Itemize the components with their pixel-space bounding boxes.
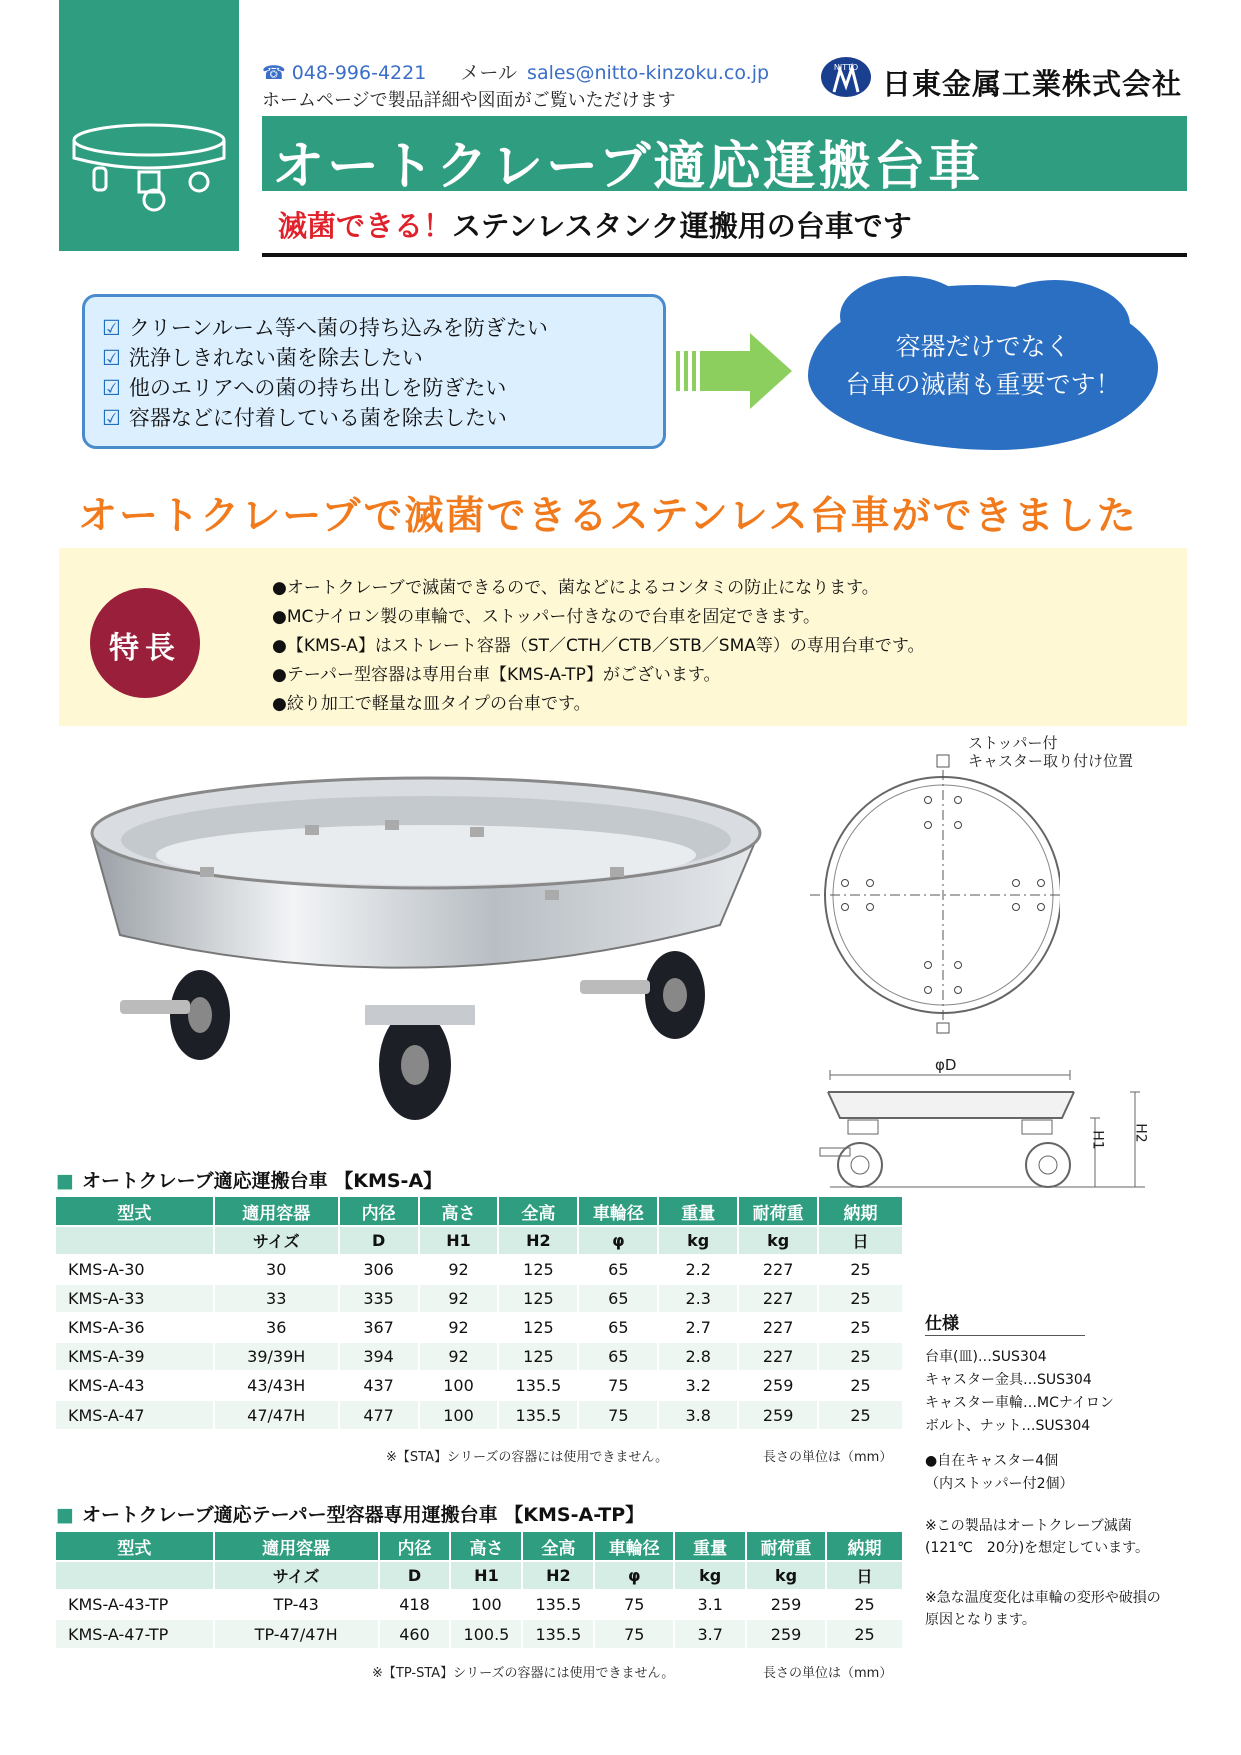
caster-note-detail: （内ストッパー付2個） [925, 1476, 1074, 1492]
autoclave-note: ※この製品はオートクレーブ滅菌(121℃ 20分)を想定しています。 [925, 1518, 1150, 1556]
page-title: オートクレーブ適応運搬台車 [272, 137, 984, 197]
table-cell: 75 [594, 1590, 674, 1619]
table-subheader-cell: kg [738, 1226, 818, 1255]
checkbox-icon: ☑ [102, 406, 121, 430]
table-cell: 25 [818, 1342, 903, 1371]
table-cell: 259 [746, 1590, 826, 1619]
spec-line: キャスター金具…SUS304 [925, 1372, 1092, 1388]
table-row [56, 1313, 903, 1342]
table-subheader-row [56, 1226, 903, 1255]
table-row [56, 1400, 903, 1429]
subtitle-rest: ステンレスタンク運搬用の台車です [452, 209, 912, 243]
table-header-cell: 内径 [339, 1197, 419, 1226]
table-cell: 227 [738, 1284, 818, 1313]
table-cell: 3.1 [674, 1590, 746, 1619]
table-cell: 65 [578, 1342, 658, 1371]
side-view-diagram [800, 1070, 1160, 1209]
table-header-cell: 適用容器 [214, 1532, 379, 1561]
table-row [56, 1619, 903, 1648]
checkbox-icon: ☑ [102, 316, 121, 340]
subtitle [278, 204, 912, 245]
table-cell: 25 [826, 1590, 903, 1619]
table-header-cell: 適用容器 [214, 1197, 339, 1226]
checklist-item: ☑ 洗浄しきれない菌を除去したい [102, 346, 423, 370]
dimension-h1: H1 [1089, 1130, 1106, 1150]
table-subheader-cell: H2 [498, 1226, 578, 1255]
table-cell: 30 [214, 1255, 339, 1284]
table-kms-a [56, 1197, 904, 1429]
email-link[interactable]: sales@nitto-kinzoku.co.jp [527, 62, 770, 84]
spec-rule [925, 1335, 1085, 1336]
table-cell: 125 [498, 1284, 578, 1313]
table-cell: 2.7 [658, 1313, 738, 1342]
checklist-item: ☑ クリーンルーム等へ菌の持ち込みを防ぎたい [102, 316, 548, 340]
table-header-cell: 車輪径 [594, 1532, 674, 1561]
table-cell: 47/47H [214, 1400, 339, 1429]
table-cell: 92 [419, 1255, 499, 1284]
table-header-row [56, 1197, 903, 1226]
spec-line: ボルト、ナット…SUS304 [925, 1418, 1091, 1434]
model-cell: KMS-A-47-TP [56, 1619, 214, 1648]
model-cell: KMS-A-33 [56, 1284, 214, 1313]
table-subheader-cell: φ [578, 1226, 658, 1255]
table-row [56, 1284, 903, 1313]
table-header-cell: 車輪径 [578, 1197, 658, 1226]
table-subheader-cell: H1 [450, 1561, 522, 1590]
feature-item: ●【KMS-A】はストレート容器（ST／CTH／CTB／STB／SMA等）の専用台車です。 [272, 636, 925, 656]
homepage-note: ホームページで製品詳細や図面がご覧いただけます [262, 90, 676, 111]
table-kms-a-tp [56, 1532, 904, 1648]
table-a-note: ※【STA】シリーズの容器には使用できません。 [386, 1450, 669, 1465]
table-cell: 460 [379, 1619, 451, 1648]
table-header-cell: 型式 [56, 1532, 214, 1561]
table-cell: 25 [818, 1284, 903, 1313]
table-subheader-cell: kg [658, 1226, 738, 1255]
square-bullet-icon: ■ [56, 1170, 74, 1192]
table-row [56, 1590, 903, 1619]
table-cell: 92 [419, 1313, 499, 1342]
feature-item: ●MCナイロン製の車輪で、ストッパー付きなので台車を固定できます。 [272, 607, 820, 627]
model-cell: KMS-A-30 [56, 1255, 214, 1284]
header-green-block [59, 0, 239, 251]
arrow-right-icon [676, 333, 794, 413]
model-cell: KMS-A-43-TP [56, 1590, 214, 1619]
table-subheader-row [56, 1561, 903, 1590]
table-cell: 125 [498, 1255, 578, 1284]
table-header-cell: 重量 [674, 1532, 746, 1561]
phone-number[interactable]: 048-996-4221 [291, 62, 427, 84]
table-cell: 418 [379, 1590, 451, 1619]
table-cell: 39/39H [214, 1342, 339, 1371]
table-cell: 125 [498, 1313, 578, 1342]
table-cell: 36 [214, 1313, 339, 1342]
table-header-cell: 高さ [419, 1197, 499, 1226]
table-cell: 135.5 [522, 1590, 594, 1619]
table-cell: TP-47/47H [214, 1619, 379, 1648]
table-subheader-cell [56, 1561, 214, 1590]
table-cell: 75 [578, 1371, 658, 1400]
table-subheader-cell: サイズ [214, 1226, 339, 1255]
table-cell: 33 [214, 1284, 339, 1313]
table-tp-title: ■ オートクレーブ適応テーパー型容器専用運搬台車 【KMS-A-TP】 [56, 1504, 645, 1526]
table-cell: 25 [826, 1619, 903, 1648]
table-cell: 135.5 [522, 1619, 594, 1648]
table-subheader-cell: φ [594, 1561, 674, 1590]
table-subheader-cell: H1 [419, 1226, 499, 1255]
spec-line: キャスター車輪…MCナイロン [925, 1395, 1114, 1411]
table-header-cell: 納期 [818, 1197, 903, 1226]
checkbox-icon: ☑ [102, 346, 121, 370]
table-cell: 100.5 [450, 1619, 522, 1648]
table-cell: 92 [419, 1284, 499, 1313]
table-header-cell: 耐荷重 [738, 1197, 818, 1226]
table-cell: 477 [339, 1400, 419, 1429]
table-cell: 75 [578, 1400, 658, 1429]
table-header-cell: 重量 [658, 1197, 738, 1226]
orange-headline: オートクレーブで滅菌できるステンレス台車ができました [78, 494, 1138, 539]
spec-heading: 仕様 [925, 1314, 959, 1334]
table-cell: 367 [339, 1313, 419, 1342]
table-row [56, 1255, 903, 1284]
dimension-phi-d: φD [935, 1056, 957, 1074]
table-header-cell: 全高 [498, 1197, 578, 1226]
table-cell: 100 [450, 1590, 522, 1619]
subtitle-highlight: 滅菌できる！ [278, 209, 453, 243]
table-header-cell: 高さ [450, 1532, 522, 1561]
table-cell: 100 [419, 1371, 499, 1400]
table-header-cell: 型式 [56, 1197, 214, 1226]
table-cell: 125 [498, 1342, 578, 1371]
feature-item: ●テーパー型容器は専用台車【KMS-A-TP】がございます。 [272, 665, 721, 685]
table-cell: 65 [578, 1313, 658, 1342]
model-cell: KMS-A-47 [56, 1400, 214, 1429]
table-cell: 92 [419, 1342, 499, 1371]
table-cell: 75 [594, 1619, 674, 1648]
table-subheader-cell: 日 [818, 1226, 903, 1255]
product-photo [80, 775, 780, 1139]
table-subheader-cell: H2 [522, 1561, 594, 1590]
table-subheader-cell: kg [746, 1561, 826, 1590]
table-cell: 25 [818, 1371, 903, 1400]
checkbox-icon: ☑ [102, 376, 121, 400]
phone-icon: ☎ [262, 62, 286, 84]
stopper-caster-label: ストッパー付 キャスター取り付け位置 [968, 734, 1134, 770]
checklist-item: ☑ 容器などに付着している菌を除去したい [102, 406, 507, 430]
table-header-cell: 耐荷重 [746, 1532, 826, 1561]
table-cell: 100 [419, 1400, 499, 1429]
logo-text: NITTO [833, 63, 859, 72]
table-cell: 65 [578, 1284, 658, 1313]
table-header-cell: 全高 [522, 1532, 594, 1561]
spec-line: 台車(皿)…SUS304 [925, 1349, 1047, 1365]
table-cell: 3.2 [658, 1371, 738, 1400]
table-cell: 3.7 [674, 1619, 746, 1648]
table-cell: 335 [339, 1284, 419, 1313]
table-body [56, 1255, 903, 1429]
dimension-h2: H2 [1132, 1123, 1149, 1143]
mail-label: メール [460, 62, 517, 84]
company-name: 日東金属工業株式会社 [882, 67, 1183, 101]
feature-item: ●オートクレーブで滅菌できるので、菌などによるコンタミの防止になります。 [272, 578, 879, 598]
table-cell: 227 [738, 1255, 818, 1284]
damage-note: ※急な温度変化は車輪の変形や破損の原因となります。 [925, 1590, 1161, 1628]
table-subheader-cell: 日 [826, 1561, 903, 1590]
features-badge-label: 特長 [109, 631, 181, 666]
table-cell: 2.8 [658, 1342, 738, 1371]
table-cell: 25 [818, 1255, 903, 1284]
square-bullet-icon: ■ [56, 1504, 74, 1526]
model-cell: KMS-A-39 [56, 1342, 214, 1371]
feature-item: ●絞り加工で軽量な皿タイプの台車です。 [272, 694, 591, 714]
table-row [56, 1371, 903, 1400]
table-subheader-cell [56, 1226, 214, 1255]
caster-note: ●自在キャスター4個 [925, 1453, 1059, 1469]
table-cell: 25 [818, 1313, 903, 1342]
cart-outline-icon [59, 0, 239, 251]
table-cell: 135.5 [498, 1371, 578, 1400]
contact-line [262, 58, 769, 85]
table-cell: 135.5 [498, 1400, 578, 1429]
table-body [56, 1590, 903, 1648]
table-cell: TP-43 [214, 1590, 379, 1619]
table-cell: 394 [339, 1342, 419, 1371]
table-row [56, 1342, 903, 1371]
table-header-row [56, 1532, 903, 1561]
table-tp-note: ※【TP-STA】シリーズの容器には使用できません。 [372, 1666, 675, 1681]
subtitle-rule [262, 253, 1187, 257]
table-cell: 259 [738, 1371, 818, 1400]
table-a-unit-note: 長さの単位は（mm） [763, 1450, 893, 1465]
table-subheader-cell: kg [674, 1561, 746, 1590]
model-cell: KMS-A-43 [56, 1371, 214, 1400]
table-cell: 259 [746, 1619, 826, 1648]
table-cell: 65 [578, 1255, 658, 1284]
checklist-item: ☑ 他のエリアへの菌の持ち出しを防ぎたい [102, 376, 507, 400]
table-header-cell: 内径 [379, 1532, 451, 1561]
callout-text: 容器だけでなく 台車の滅菌も重要です！ [845, 332, 1121, 399]
model-cell: KMS-A-36 [56, 1313, 214, 1342]
table-cell: 227 [738, 1313, 818, 1342]
table-subheader-cell: D [339, 1226, 419, 1255]
table-cell: 3.8 [658, 1400, 738, 1429]
table-cell: 259 [738, 1400, 818, 1429]
company-logo [820, 56, 872, 98]
table-cell: 2.3 [658, 1284, 738, 1313]
table-cell: 437 [339, 1371, 419, 1400]
table-subheader-cell: D [379, 1561, 451, 1590]
table-a-title: ■ オートクレーブ適応運搬台車 【KMS-A】 [56, 1170, 443, 1192]
table-cell: 43/43H [214, 1371, 339, 1400]
table-cell: 227 [738, 1342, 818, 1371]
table-cell: 25 [818, 1400, 903, 1429]
table-tp-unit-note: 長さの単位は（mm） [763, 1666, 893, 1681]
table-cell: 2.2 [658, 1255, 738, 1284]
table-cell: 306 [339, 1255, 419, 1284]
table-header-cell: 納期 [826, 1532, 903, 1561]
table-subheader-cell: サイズ [214, 1561, 379, 1590]
top-view-diagram [800, 745, 1060, 1039]
